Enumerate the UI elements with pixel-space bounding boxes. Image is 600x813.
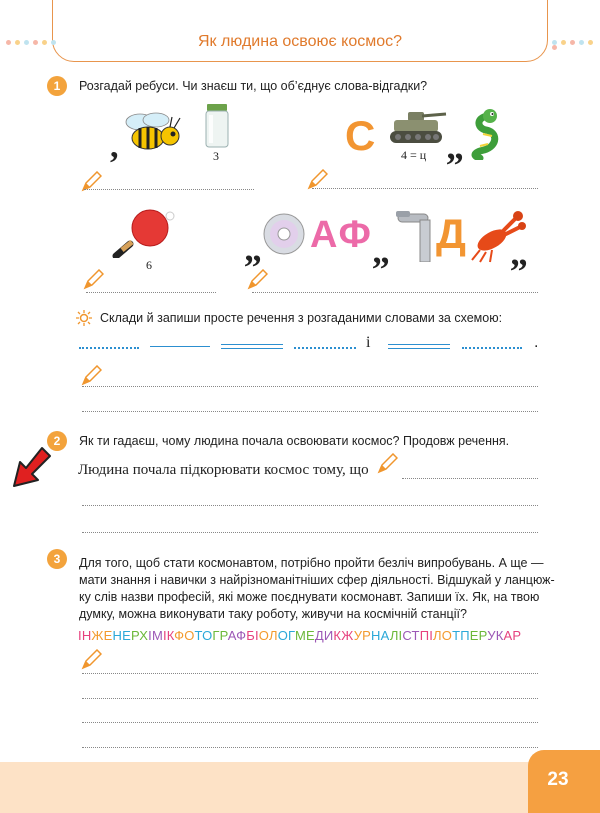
chain-letter: И: [323, 628, 334, 643]
chain-letter: І: [429, 628, 434, 643]
chain-letter: А: [380, 628, 390, 643]
rebus4-letters: АФ: [310, 214, 373, 256]
chain-letter: К: [495, 628, 504, 643]
chain-letter: А: [503, 628, 513, 643]
task3-line-3: ку слів назви професій, які може поєднувати космонавт. Запиши їх. Як, на твою: [79, 590, 540, 604]
scheme-slot-5-top: [388, 344, 450, 345]
task1-instruction: Розгадай ребуси. Чи знаєш ти, що об’єднує слова-відгадки?: [79, 79, 428, 93]
faucet-image: [396, 210, 436, 262]
chain-letter: Г: [288, 628, 295, 643]
answer-line[interactable]: [86, 292, 216, 293]
task-number-badge: 2: [47, 431, 67, 451]
jar-digit: 3: [213, 149, 219, 163]
scheme-slot-4[interactable]: [294, 347, 356, 349]
chain-letter: І: [254, 628, 259, 643]
chain-letter: Ф: [236, 628, 247, 643]
decor-dot: [42, 40, 47, 45]
decor-dot: [6, 40, 11, 45]
answer-line[interactable]: [84, 189, 254, 190]
chain-letter: О: [258, 628, 269, 643]
scheme-slot-2[interactable]: [150, 346, 210, 347]
snake-image: [466, 108, 502, 160]
answer-line[interactable]: [82, 411, 538, 412]
rebus2-letter: С: [345, 112, 376, 159]
answer-line[interactable]: [82, 673, 538, 674]
chain-letter: Е: [103, 628, 113, 643]
racket-image: [112, 208, 176, 258]
cd-disc-image: [262, 212, 306, 256]
chain-letter: Ж: [91, 628, 104, 643]
answer-line[interactable]: [252, 292, 538, 293]
footer-band: [0, 762, 600, 813]
pencil-icon: [80, 649, 102, 671]
chain-letter: Е: [122, 628, 131, 643]
decor-dot: [561, 40, 566, 45]
chain-letter: О: [184, 628, 195, 643]
profession-chain: [78, 628, 521, 643]
chain-letter: Н: [81, 628, 92, 643]
answer-line[interactable]: [82, 747, 538, 748]
chain-letter: Л: [433, 628, 442, 643]
chain-letter: Р: [130, 628, 140, 643]
chain-letter: І: [398, 628, 403, 643]
scheme-period: .: [534, 334, 539, 351]
task-number-badge: 3: [47, 549, 67, 569]
chain-letter: Н: [112, 628, 123, 643]
title-frame: [52, 0, 548, 62]
task3-line-2: мати знання і навички з найрізноманітніших сфер діяльності. Відшукай у ланцюж-: [79, 573, 555, 587]
racket-digit: 6: [146, 258, 152, 272]
chain-letter: Ф: [174, 628, 185, 643]
chain-letter: С: [402, 628, 412, 643]
rebus1-comma: ,: [110, 128, 119, 165]
chain-letter: М: [294, 628, 306, 643]
task-number-badge: 1: [47, 76, 67, 96]
bee-image: [118, 108, 188, 156]
answer-line[interactable]: [312, 188, 538, 189]
chain-letter: Т: [452, 628, 461, 643]
chain-letter: Е: [305, 628, 315, 643]
chain-letter: Т: [411, 628, 420, 643]
answer-line[interactable]: [82, 698, 538, 699]
rebus4-quote-3: „: [510, 233, 528, 273]
chain-letter: Ж: [341, 628, 354, 643]
rebus4-quote-2: „: [372, 231, 390, 271]
chain-letter: К: [166, 628, 175, 643]
decor-dot: [33, 40, 38, 45]
rebus4-quote-1: „: [244, 229, 262, 269]
chain-letter: Г: [212, 628, 220, 643]
chain-letter: Р: [219, 628, 228, 643]
jar-image: [204, 103, 230, 149]
decor-dot: [570, 40, 575, 45]
chain-letter: Л: [389, 628, 399, 643]
task3-line-4: думку, можна виконувати таку роботу, живучи на космічній станції?: [79, 607, 467, 621]
scheme-slot-3-top: [221, 344, 283, 345]
scheme-conjunction: і: [366, 334, 371, 351]
chain-letter: Т: [194, 628, 203, 643]
decor-dot: [552, 45, 557, 50]
task3-line-1: Для того, щоб стати космонавтом, потрібно пройти безліч випробувань. А ще —: [79, 556, 544, 570]
chain-letter: Е: [469, 628, 479, 643]
pencil-icon: [80, 365, 102, 387]
task2-instruction: Як ти гадаєш, чому людина почала освоювати космос? Продовж речення.: [79, 434, 510, 448]
page-number: 23: [547, 769, 569, 790]
answer-line[interactable]: [402, 478, 538, 479]
chain-letter: Л: [268, 628, 278, 643]
chain-letter: У: [487, 628, 496, 643]
answer-line[interactable]: [82, 722, 538, 723]
chain-letter: У: [353, 628, 363, 643]
scheme-slot-1[interactable]: [79, 347, 139, 349]
chain-letter: І: [148, 628, 152, 643]
decor-dots-left: [6, 40, 60, 45]
chain-letter: Б: [246, 628, 255, 643]
pencil-icon: [376, 453, 398, 475]
chain-letter: Д: [314, 628, 324, 643]
pencil-icon: [82, 269, 104, 291]
decor-dot: [24, 40, 29, 45]
chain-letter: П: [460, 628, 470, 643]
answer-line[interactable]: [82, 505, 538, 506]
rebus2-quote: „: [446, 127, 464, 167]
chain-letter: О: [441, 628, 453, 643]
decor-dot: [579, 40, 584, 45]
chain-letter: Р: [512, 628, 522, 643]
chain-letter: К: [333, 628, 342, 643]
chain-letter: М: [151, 628, 163, 643]
decor-dot: [15, 40, 20, 45]
scheme-slot-5[interactable]: [388, 348, 450, 349]
chain-letter: Р: [478, 628, 488, 643]
tank-label: 4 = ц: [401, 148, 427, 162]
chain-letter: Р: [362, 628, 372, 643]
chain-letter: Н: [371, 628, 381, 643]
chain-letter: І: [162, 628, 167, 643]
scheme-slot-6[interactable]: [462, 347, 522, 349]
chain-letter: О: [277, 628, 288, 643]
sun-icon: [76, 310, 92, 326]
decor-dots-right: [552, 40, 600, 50]
tank-image: [386, 108, 448, 148]
chain-letter: І: [78, 628, 82, 643]
scheme-slot-3[interactable]: [221, 348, 283, 349]
subtask-instruction: Склади й запиши просте речення з розгаданими словами за схемою:: [100, 311, 503, 325]
arrow-pointer-icon: [8, 444, 54, 490]
decor-dot: [51, 40, 56, 45]
answer-line[interactable]: [82, 386, 538, 387]
chain-letter: А: [227, 628, 237, 643]
chain-letter: П: [419, 628, 430, 643]
task2-sentence-start: Людина почала підкорювати космос тому, що: [78, 462, 369, 478]
rebus4-letter-d: Д: [436, 210, 466, 257]
chain-letter: Х: [139, 628, 149, 643]
page-title: Як людина освоює космос?: [197, 33, 403, 50]
answer-line[interactable]: [82, 532, 538, 533]
decor-dot: [588, 40, 593, 45]
chain-letter: О: [202, 628, 213, 643]
pencil-icon: [246, 269, 268, 291]
